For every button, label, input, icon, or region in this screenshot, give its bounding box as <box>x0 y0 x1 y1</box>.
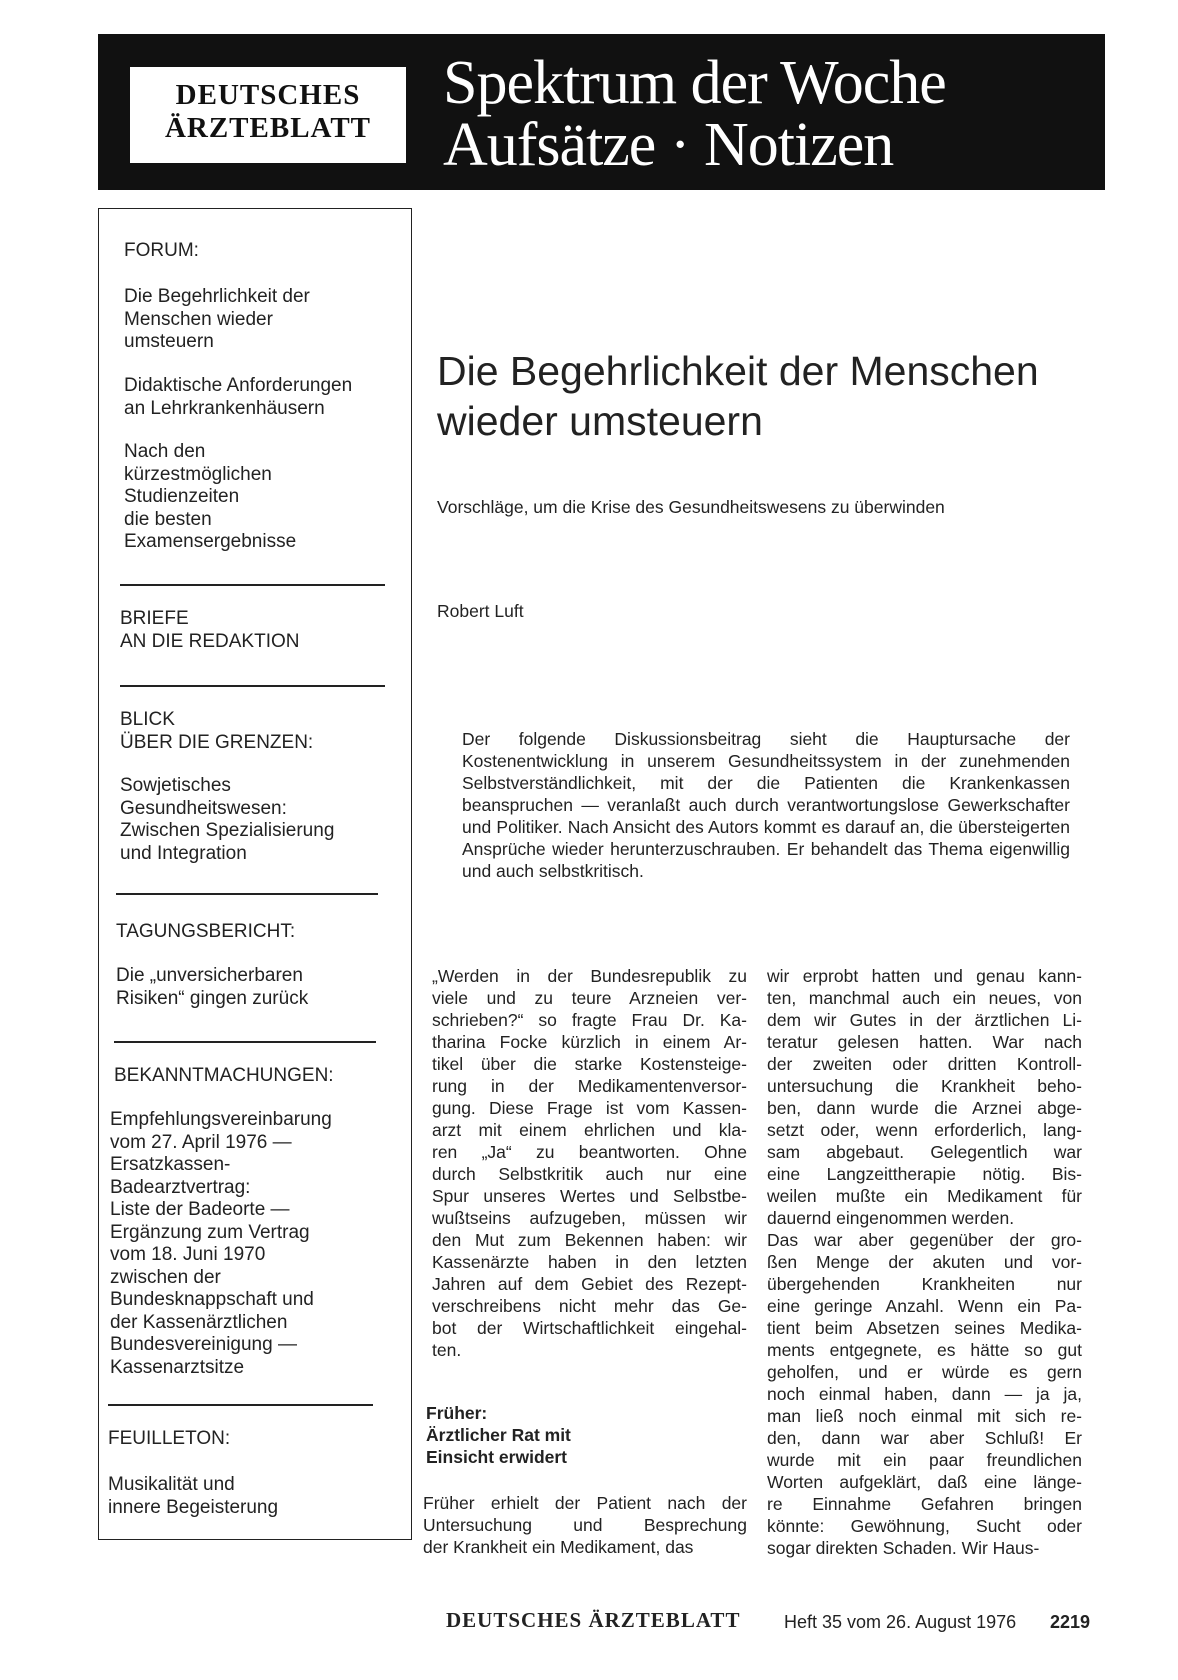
text-line: durch Selbstkritik auch nur eine <box>432 1164 747 1184</box>
text-line: geholfen, und er würde es gern <box>767 1362 1082 1382</box>
text-line: Einsicht erwidert <box>426 1447 568 1467</box>
text-line: dauernd eingenommen werden. <box>767 1208 1015 1228</box>
section-title <box>443 49 946 179</box>
divider <box>120 685 385 687</box>
text-line: Kassenärzte haben in den letzten <box>432 1252 747 1272</box>
article-author: Robert Luft <box>437 601 524 621</box>
text-line: rung in der Medikamentenversor- <box>432 1076 747 1096</box>
article-subtitle: Vorschläge, um die Krise des Gesundheitswesens zu überwinden <box>437 497 945 517</box>
bekannt-heading: BEKANNTMACHUNGEN: <box>114 1065 334 1086</box>
text-line: arzt mit einem ehrlichen und kla- <box>432 1120 747 1140</box>
footer-issue: Heft 35 vom 26. August 1976 <box>784 1612 1017 1632</box>
divider <box>114 1041 376 1043</box>
text-line: BLICK <box>120 709 175 730</box>
text-line: ßen Menge der akuten und vor- <box>767 1252 1082 1272</box>
text-line: Früher erhielt der Patient nach der <box>423 1493 747 1513</box>
text-line: AN DIE REDAKTION <box>120 630 300 652</box>
tagung-heading: TAGUNGSBERICHT: <box>116 921 296 942</box>
text-line: an Lehrkrankenhäusern <box>124 397 325 419</box>
text-line: ben, dann wurde die Arznei abge- <box>767 1098 1082 1118</box>
article-headline <box>437 346 1039 446</box>
text-line: der zweiten oder dritten Kontroll- <box>767 1054 1082 1074</box>
text-line: Ersatzkassen- <box>110 1154 231 1175</box>
text-line: Zwischen Spezialisierung <box>120 820 335 841</box>
text-line: Nach den <box>124 441 206 462</box>
text-line: und Integration <box>120 842 247 864</box>
text-line: zwischen der <box>110 1266 221 1288</box>
forum-item-1 <box>124 286 310 354</box>
text-line: untersuchung die Krankheit beho- <box>767 1076 1082 1096</box>
text-line: wir erprobt hatten und genau kann- <box>767 966 1082 986</box>
text-line: könnte: Gewöhnung, Sucht oder <box>767 1516 1082 1536</box>
text-line: re Einnahme Gefahren bringen <box>767 1494 1082 1514</box>
body-column-1-continued <box>423 1492 747 1558</box>
text-line: umsteuern <box>124 331 214 352</box>
text-line: Empfehlungsvereinbarung <box>110 1109 332 1130</box>
text-line: Worten aufgeklärt, daß eine länge- <box>767 1472 1082 1492</box>
text-line: ren „Ja“ zu beantworten. Ohne <box>432 1142 747 1162</box>
text-line: Die „unversicherbaren <box>116 965 303 986</box>
section-title-line-1: Spektrum der Woche <box>443 49 946 117</box>
text-line: Musikalität und <box>108 1474 235 1495</box>
text-line: viele und zu teure Arzneien ver- <box>432 988 747 1008</box>
text-line: die besten <box>124 508 212 530</box>
text-line: Sowjetisches <box>120 775 231 796</box>
text-line: Ärztlicher Rat mit <box>426 1425 571 1445</box>
text-line: Das war aber gegenüber der gro- <box>767 1230 1082 1250</box>
footer-journal-name: DEUTSCHES ÄRZTEBLATT <box>446 1608 741 1632</box>
headline-line-2: wieder umsteuern <box>437 398 763 444</box>
body-subheading <box>426 1402 571 1468</box>
text-line: Menschen wieder <box>124 308 273 330</box>
text-line: innere Begeisterung <box>108 1496 279 1518</box>
text-line: „Werden in der Bundesrepublik zu <box>432 966 747 986</box>
feuilleton-heading: FEUILLETON: <box>108 1428 231 1449</box>
text-line: BRIEFE <box>120 608 189 629</box>
text-line: bot der Wirtschaftlichkeit eingehal- <box>432 1318 747 1338</box>
body-column-1 <box>432 965 747 1361</box>
article-lead: Der folgende Diskussionsbeitrag sieht die Hauptursache der Kostenentwicklung in unserem Gesundheitssystem in der zunehmenden Selbstverständlichkeit, mit der die Patienten die Krankenkassen beanspruchen — veranlaßt auch durch verantwortungslose Gewerkschafter und Politiker. Nach Ansicht des Autors kommt es darauf an, die übersteigerten Ansprüche wieder herunterzuschrauben. Er behandelt das Thema eigenwillig und auch selbstkritisch. <box>462 729 1070 881</box>
text-line: Risiken“ gingen zurück <box>116 987 309 1009</box>
forum-item-2 <box>124 375 352 420</box>
text-line: weilen mußte ein Medikament für <box>767 1186 1082 1206</box>
divider <box>116 893 378 895</box>
text-line: eine Langzeittherapie nötig. Bis- <box>767 1164 1082 1184</box>
text-line: der Krankheit ein Medikament, das <box>423 1537 694 1557</box>
forum-item-3 <box>124 441 296 554</box>
text-line: tikel über die starke Kostensteige- <box>432 1054 747 1074</box>
text-line: Badearztvertrag: <box>110 1176 251 1198</box>
headline-line-1: Die Begehrlichkeit der Menschen <box>437 348 1039 394</box>
text-line: dem wir Gutes in der ärztlichen Li- <box>767 1010 1082 1030</box>
text-line: ten, manchmal auch ein neues, von <box>767 988 1082 1008</box>
text-line: Früher: <box>426 1403 488 1423</box>
text-line: noch einmal haben, dann — ja ja, <box>767 1384 1082 1404</box>
text-line: tient beim Absetzen seines Medika- <box>767 1318 1082 1338</box>
masthead <box>98 34 1105 190</box>
text-line: den Mut zum Bekennen haben: wir <box>432 1230 747 1250</box>
journal-logo <box>127 64 409 166</box>
text-line: setzt oder, wenn erforderlich, lang- <box>767 1120 1082 1140</box>
text-line: Ergänzung zum Vertrag <box>110 1221 310 1243</box>
text-line: Gesundheitswesen: <box>120 797 287 819</box>
tagung-item <box>116 965 308 1010</box>
page-number: 2219 <box>1050 1612 1091 1632</box>
text-line: Liste der Badeorte — <box>110 1199 290 1220</box>
bekannt-item <box>110 1109 332 1379</box>
logo-line-1: DEUTSCHES <box>175 79 361 111</box>
body-column-2 <box>767 965 1082 1559</box>
text-line: teratur gelesen hatten. War nach <box>767 1032 1082 1052</box>
text-line: übergehenden Krankheiten nur <box>767 1274 1082 1294</box>
text-line: Spur unseres Wertes und Selbstbe- <box>432 1186 747 1206</box>
text-line: Examensergebnisse <box>124 531 297 552</box>
text-line: sogar direkten Schaden. Wir Haus- <box>767 1538 1040 1558</box>
text-line: Bundesvereinigung — <box>110 1334 297 1355</box>
text-line: ments entgegnete, es hätte so gut <box>767 1340 1082 1360</box>
text-line: vom 18. Juni 1970 <box>110 1244 266 1265</box>
text-line: der Kassenärztlichen <box>110 1311 288 1333</box>
text-line: ÜBER DIE GRENZEN: <box>120 731 314 753</box>
section-title-line-2: Aufsätze · Notizen <box>443 111 894 179</box>
blick-item <box>120 775 334 865</box>
text-line: tharina Focke kürzlich in einem Ar- <box>432 1032 747 1052</box>
text-line: eine geringe Anzahl. Wenn ein Pa- <box>767 1296 1082 1316</box>
forum-heading: FORUM: <box>124 240 199 261</box>
text-line: gung. Diese Frage ist vom Kassen- <box>432 1098 747 1118</box>
divider <box>108 1404 373 1406</box>
divider <box>120 584 385 586</box>
text-line: vom 27. April 1976 — <box>110 1131 292 1153</box>
text-line: den, dann war aber Schluß! Er <box>767 1428 1082 1448</box>
text-line: schrieben?“ so fragte Frau Dr. Ka- <box>432 1010 747 1030</box>
feuilleton-item <box>108 1474 278 1519</box>
text-line: verschreibens nicht mehr das Ge- <box>432 1296 747 1316</box>
logo-line-2: ÄRZTEBLATT <box>164 112 372 144</box>
blick-heading <box>120 709 313 754</box>
text-line: wußtseins aufzugeben, müssen wir <box>432 1208 747 1228</box>
briefe-heading <box>120 608 299 653</box>
text-line: wurde mit ein paar freundlichen <box>767 1450 1082 1470</box>
text-line: Jahren auf dem Gebiet des Rezept- <box>432 1274 747 1294</box>
text-line: Kassenarztsitze <box>110 1356 245 1378</box>
text-line: Bundesknappschaft und <box>110 1289 314 1310</box>
text-line: Die Begehrlichkeit der <box>124 286 310 307</box>
text-line: ten. <box>432 1340 462 1360</box>
text-line: kürzestmöglichen <box>124 463 272 485</box>
text-line: sam abgebaut. Gelegentlich war <box>767 1142 1082 1162</box>
text-line: Studienzeiten <box>124 486 240 507</box>
text-line: Untersuchung und Besprechung <box>423 1515 747 1535</box>
text-line: man ließ noch einmal mit sich re- <box>767 1406 1082 1426</box>
text-line: Didaktische Anforderungen <box>124 375 353 396</box>
